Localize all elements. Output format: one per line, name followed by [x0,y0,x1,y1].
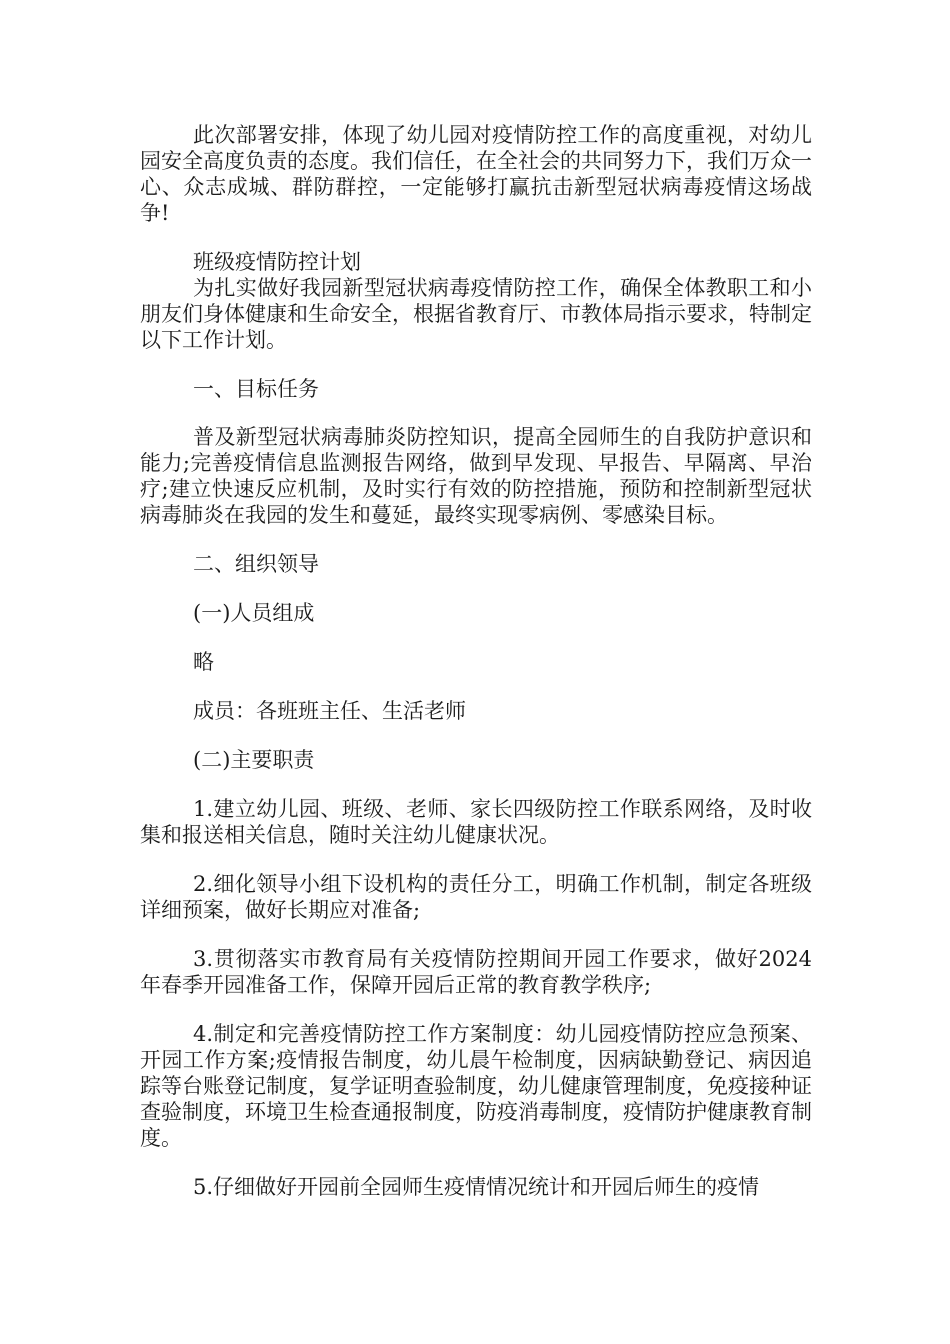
duty-item-4: 4.制定和完善疫情防控工作方案制度：幼儿园疫情防控应急预案、开园工作方案;疫情报告制度，幼儿晨午检制度，因病缺勤登记、病因追踪等台账登记制度，复学证明查验制度，幼儿健康管理制度，免疫接种证查验制度，环境卫生检查通报制度，防疫消毒制度，疫情防护健康教育制度。 [140,1022,812,1150]
paragraph-omitted: 略 [193,650,214,674]
paragraph-members: 成员：各班班主任、生活老师 [193,699,466,723]
paragraph-closing-remarks: 此次部署安排，体现了幼儿园对疫情防控工作的高度重视，对幼儿园安全高度负责的态度。我们信任，在全社会的共同努力下，我们万众一心、众志成城、群防群控，一定能够打赢抗击新型冠状病毒疫情这场战争! [140,123,812,225]
document-page [140,122,812,1200]
subsection-heading-personnel: (一)人员组成 [193,601,315,625]
section-heading-goals: 一、目标任务 [193,377,319,401]
duty-item-3: 3.贯彻落实市教育局有关疫情防控期间开园工作要求，做好2024年春季开园准备工作，保障开园后正常的教育教学秩序; [140,947,812,997]
paragraph-intro: 为扎实做好我园新型冠状病毒疫情防控工作，确保全体教职工和小朋友们身体健康和生命安全，根据省教育厅、市教体局指示要求，特制定以下工作计划。 [140,276,812,352]
duty-item-2: 2.细化领导小组下设机构的责任分工，明确工作机制，制定各班级详细预案，做好长期应对准备; [140,872,812,922]
duty-item-1: 1.建立幼儿园、班级、老师、家长四级防控工作联系网络，及时收集和报送相关信息，随时关注幼儿健康状况。 [140,797,812,847]
section-heading-organization: 二、组织领导 [193,552,319,576]
paragraph-goals: 普及新型冠状病毒肺炎防控知识，提高全园师生的自我防护意识和能力;完善疫情信息监测报告网络，做到早发现、早报告、早隔离、早治疗;建立快速反应机制，及时实行有效的防控措施，预防和控制新型冠状病毒肺炎在我园的发生和蔓延，最终实现零病例、零感染目标。 [140,425,812,527]
duty-item-5: 5.仔细做好开园前全园师生疫情情况统计和开园后师生的疫情 [193,1175,760,1199]
document-title: 班级疫情防控计划 [193,250,361,274]
subsection-heading-duties: (二)主要职责 [193,748,315,772]
